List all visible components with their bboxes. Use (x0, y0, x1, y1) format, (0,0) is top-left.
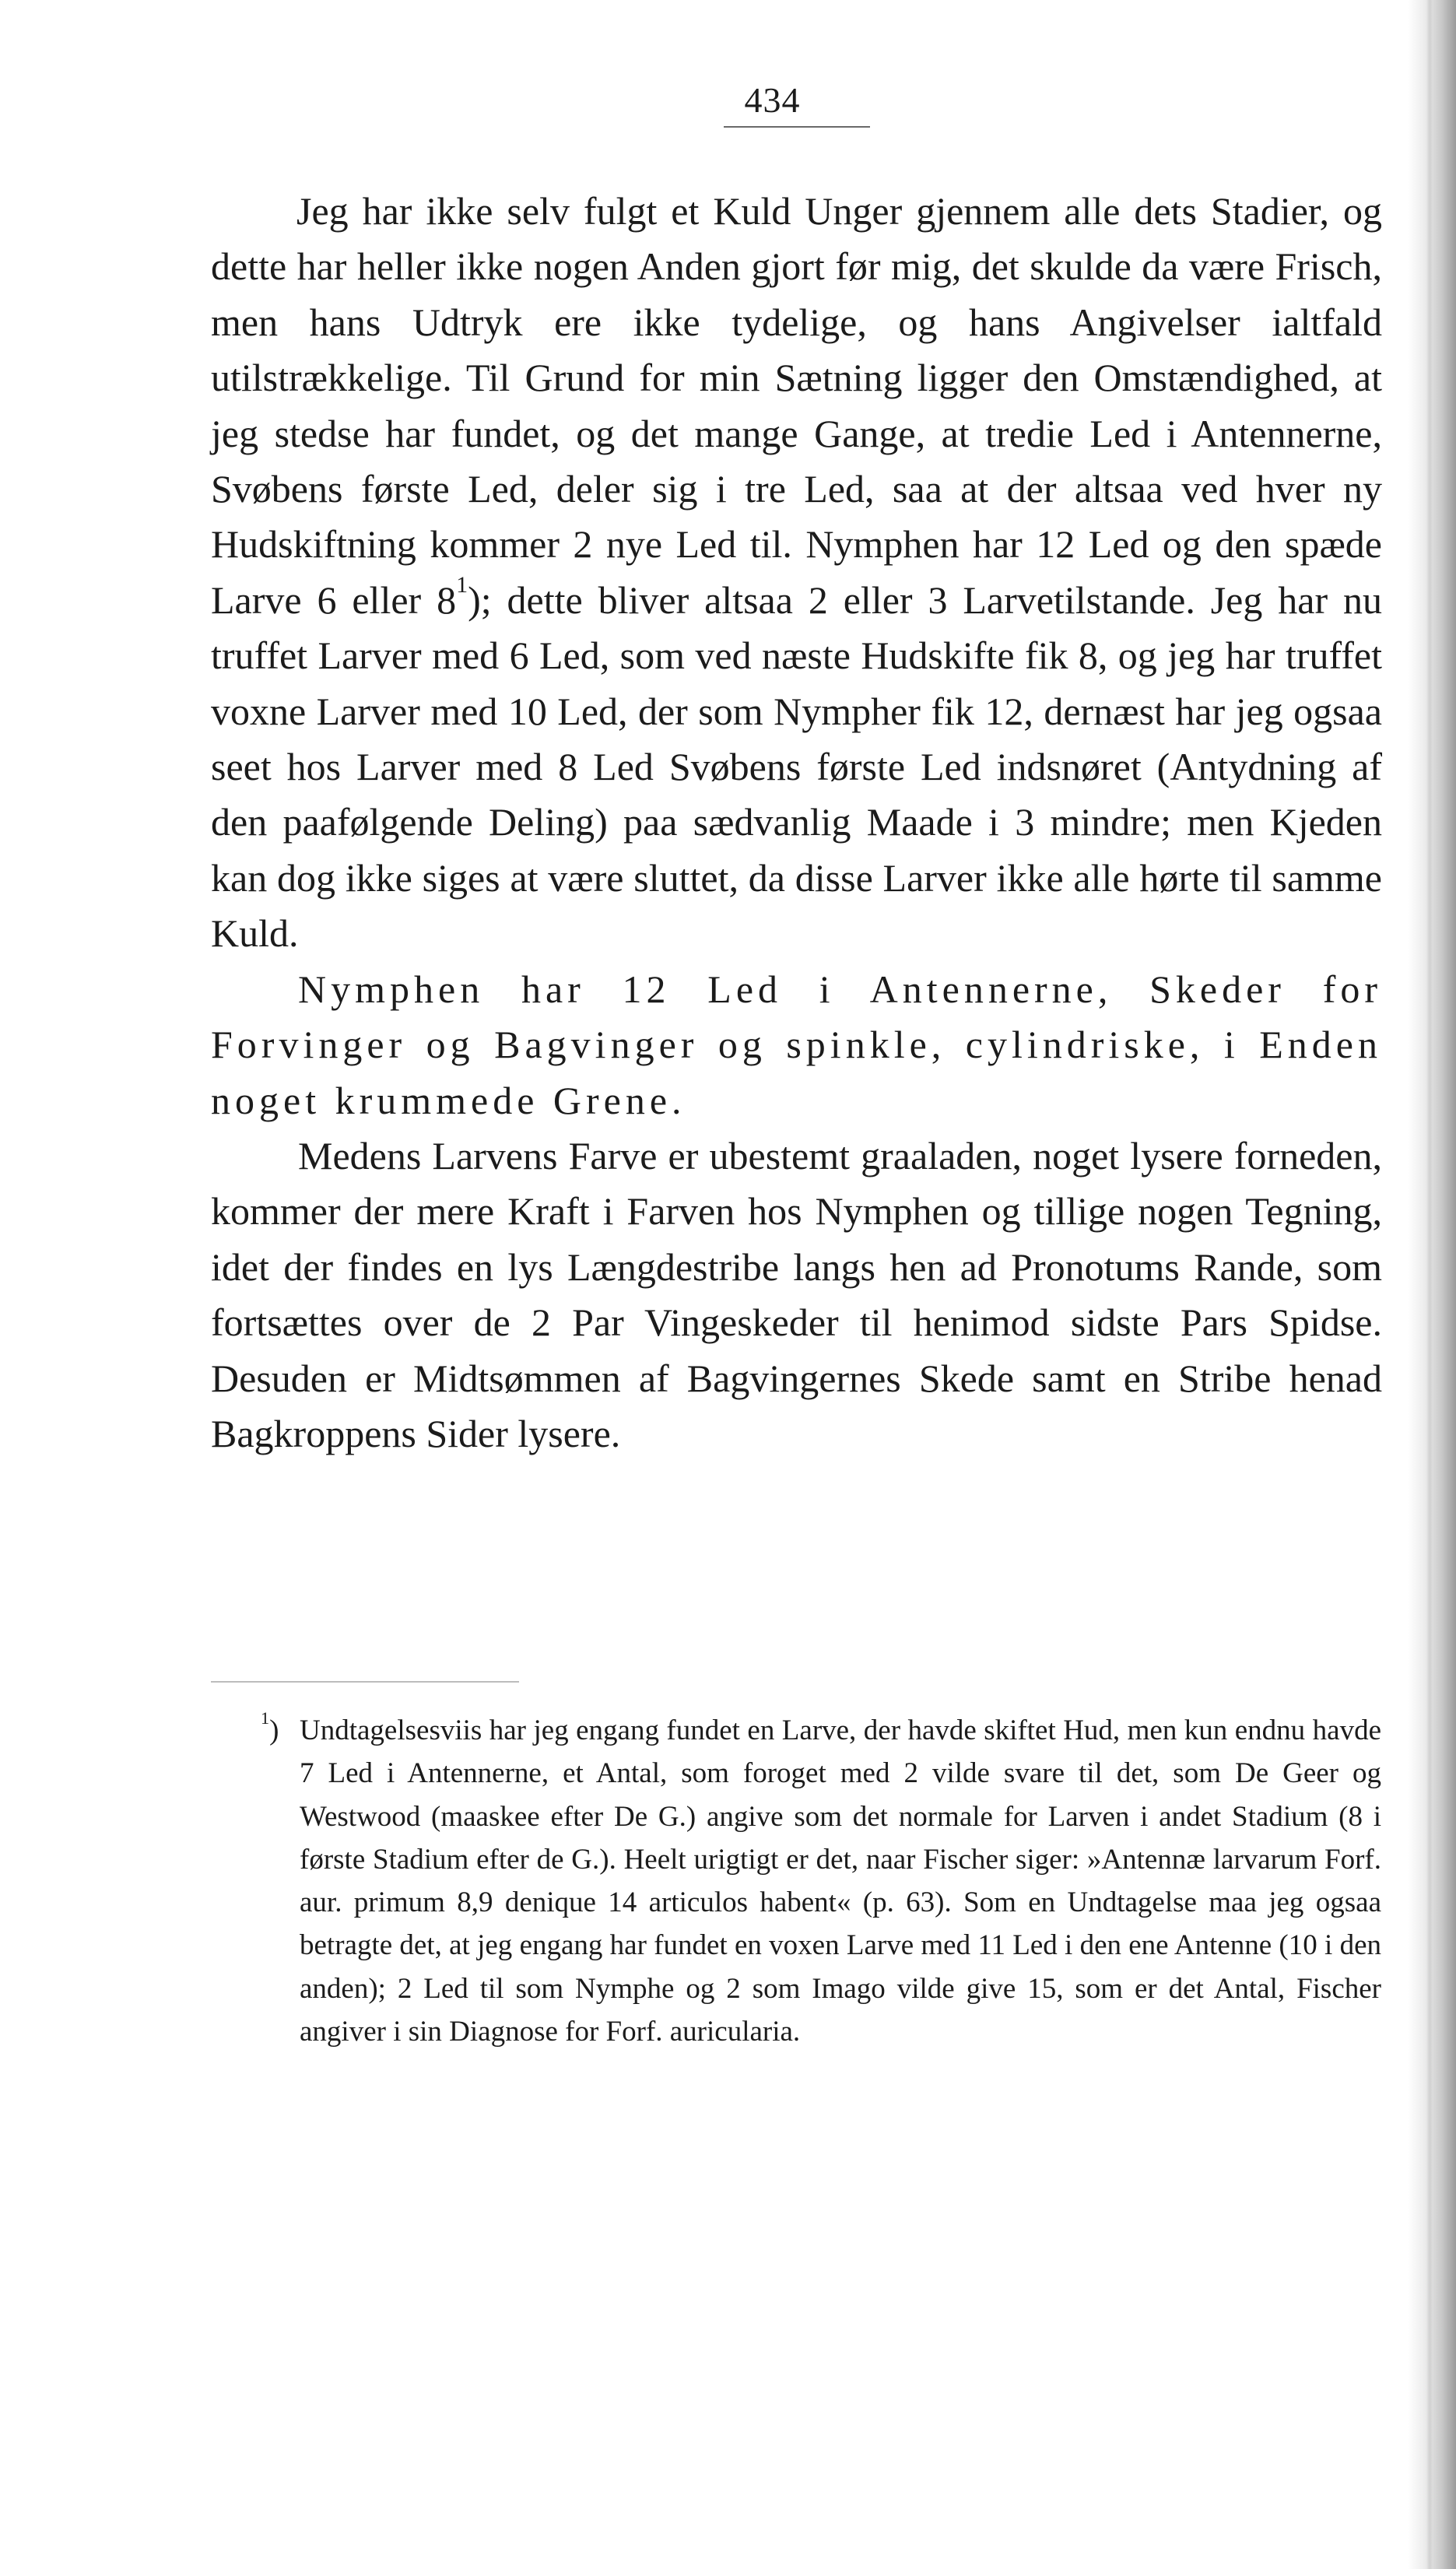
paragraph-2: Nymphen har 12 Led i Antennerne, Skeder for Forvinger og Bagvinger og spinkle, cylindriske, i Enden noget krummede Grene. (211, 967, 1382, 1122)
paragraph-1 (211, 184, 1382, 962)
page-edge-shadow (1408, 0, 1456, 2569)
page-number: 434 (744, 80, 801, 120)
footnotes (261, 1708, 1381, 2053)
body-text (211, 184, 1382, 1462)
footnote-1-paragraph (261, 1708, 1381, 2053)
footnote-separator (211, 1681, 519, 1683)
footnote-1-marker (261, 1709, 279, 1752)
paragraph-1-text-before: Jeg har ikke selv fulgt et Kuld Unger gjennem alle dets Stadier, og dette har heller ikke nogen Anden gjort før mig, det skulde da være Frisch, men hans Udtryk ere ikke tydelige, og hans Angivelser ialtfald utilstrækkelige. Til Grund for min Sætning ligger den Omstændighed, at jeg stedse har fundet, og det mange Gange, at tredie Led i Antennerne, Svøbens første Led, deler sig i tre Led, saa at der altsaa ved hver ny Hudskiftning kommer 2 nye Led til. Nymphen har 12 Led og den spæde Larve 6 eller 8 (211, 189, 1382, 622)
footnote-reference: 1 (456, 571, 468, 598)
footnote-1-number: 1 (261, 1708, 270, 1728)
footnote-1-paren: ) (269, 1714, 279, 1746)
paragraph-1-text-after: ); dette bliver altsaa 2 eller 3 Larvetilstande. Jeg har nu truffet Larver med 6 Led, som ved næste Hudskifte fik 8, og jeg har truffet voxne Larver med 10 Led, der som Nympher fik 12, dernæst har jeg ogsaa seet hos Larver med 8 Led Svøbens første Led indsnøret (Antydning af den paafølgende Deling) paa sædvanlig Maade i 3 mindre; men Kjeden kan dog ikke siges at være sluttet, da disse Larver ikke alle hørte til samme Kuld. (211, 577, 1383, 956)
paragraph-3: Medens Larvens Farve er ubestemt graaladen, noget lysere forneden, kommer der mere Kraft i Farven hos Nymphen og tillige nogen Tegning, idet der findes en lys Længdestribe langs hen ad Pronotums Rande, som fortsættes over de 2 Par Vingeskeder til henimod sidste Pars Spidse. Desuden er Midtsømmen af Bagvingernes Skede samt en Stribe henad Bagkroppens Sider lysere. (211, 1133, 1382, 1455)
footnote-1-text: Undtagelsesviis har jeg engang fundet en Larve, der havde skiftet Hud, men kun endnu havde 7 Led i Antennerne, et Antal, som foroget med 2 vilde svare til det, som De Geer og Westwood (maaskee efter De G.) angive som det normale for Larven i andet Stadium (8 i første Stadium efter de G.). Heelt urigtigt er det, naar Fischer siger: »Antennæ larvarum Forf. aur. primum 8,9 denique 14 articulos habent« (p. 63). Som en Undtagelse maa jeg ogsaa betragte det, at jeg engang har fundet en voxen Larve med 11 Led i den ene Antenne (10 i den anden); 2 Led til som Nymphe og 2 som Imago vilde give 15, som er det Antal, Fischer angiver i sin Diagnose for Forf. auricularia. (300, 1714, 1381, 2048)
page-number-rule (724, 126, 870, 128)
footnote-1 (261, 1708, 1381, 2053)
